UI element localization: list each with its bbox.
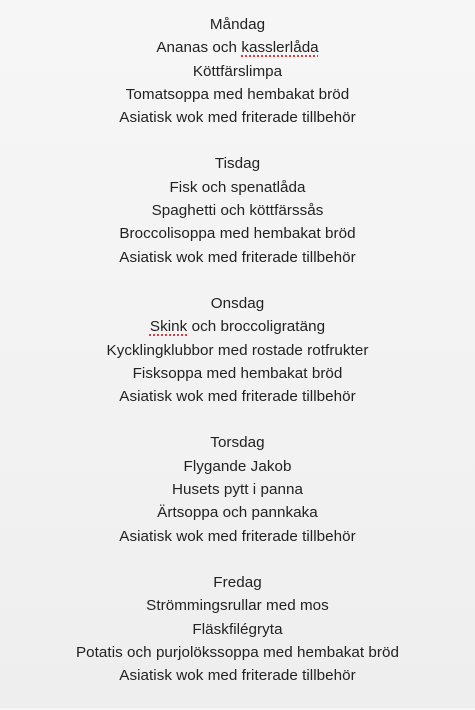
spellcheck-flagged-word: kasslerlåda	[241, 39, 319, 57]
spellcheck-flagged-word: Skink	[149, 318, 188, 336]
weekly-menu	[0, 13, 475, 710]
dish-item: Skink och broccoligratäng	[149, 318, 326, 336]
day-thursday	[0, 431, 475, 547]
dish-item: Ananas och kasslerlåda	[156, 39, 319, 57]
dish-item: Tomatsoppa med hembakat bröd	[125, 85, 350, 103]
dish-item: Fisksoppa med hembakat bröd	[132, 364, 343, 382]
day-tuesday	[0, 152, 475, 268]
dish-item: Asiatisk wok med friterade tillbehör	[119, 667, 356, 685]
day-friday	[0, 571, 475, 687]
dish-item: Ärtsoppa och pannkaka	[157, 504, 318, 522]
dish-item: Husets pytt i panna	[172, 481, 303, 499]
day-heading: Torsdag	[210, 434, 265, 452]
dish-item: Asiatisk wok med friterade tillbehör	[119, 248, 356, 266]
dish-item: Strömmingsrullar med mos	[146, 597, 329, 615]
dish-item: Fläskfilégryta	[192, 620, 283, 638]
day-wednesday	[0, 292, 475, 408]
day-monday	[0, 13, 475, 129]
dish-item: Spaghetti och köttfärssås	[151, 202, 324, 220]
dish-item: Asiatisk wok med friterade tillbehör	[119, 109, 356, 127]
day-heading: Tisdag	[214, 155, 261, 173]
day-heading: Onsdag	[210, 294, 265, 312]
dish-item: Kycklingklubbor med rostade rotfrukter	[106, 341, 369, 359]
dish-item: Asiatisk wok med friterade tillbehör	[119, 388, 356, 406]
dish-item: Fisk och spenatlåda	[169, 178, 306, 196]
dish-item: Asiatisk wok med friterade tillbehör	[119, 527, 356, 545]
day-heading: Fredag	[213, 573, 262, 591]
day-heading: Måndag	[209, 16, 266, 33]
dish-item: Flygande Jakob	[183, 457, 292, 475]
dish-item: Potatis och purjolökssoppa med hembakat bröd	[75, 643, 399, 661]
dish-item: Köttfärslimpa	[192, 62, 283, 80]
dish-item: Broccolisoppa med hembakat bröd	[119, 225, 356, 243]
